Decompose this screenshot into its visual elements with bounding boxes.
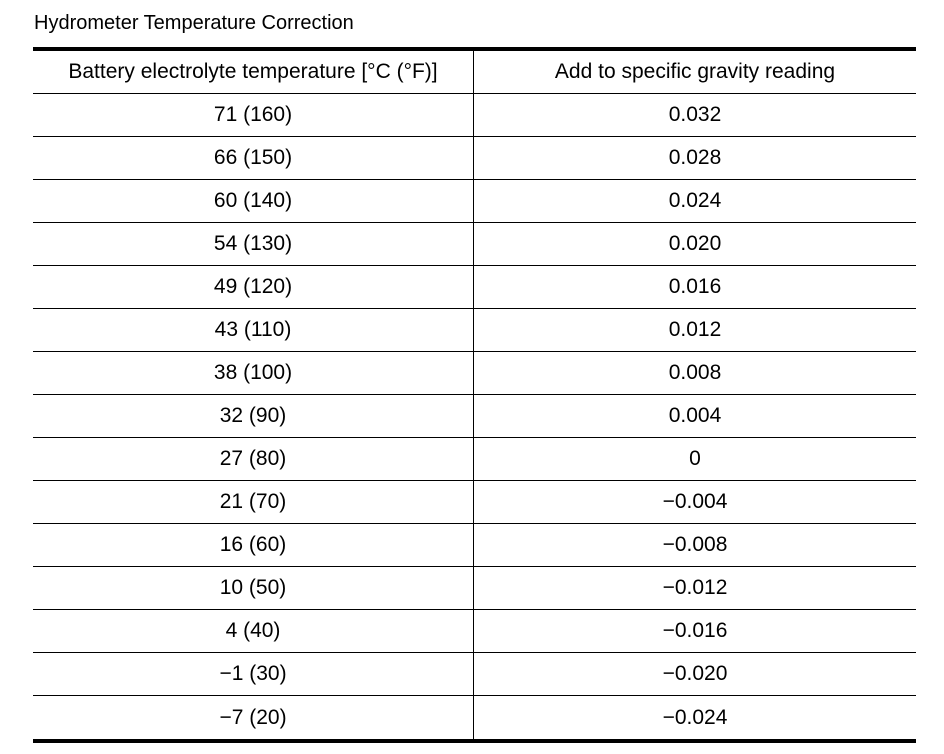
correction-cell: −0.016 <box>662 619 728 642</box>
table-header-row <box>33 51 916 94</box>
correction-cell: −0.004 <box>662 490 728 513</box>
temperature-cell: 10 (50) <box>33 567 474 609</box>
correction-cell: 0.028 <box>668 146 722 169</box>
temperature-cell: 54 (130) <box>33 223 474 265</box>
header-temperature: Battery electrolyte temperature [°C (°F)] <box>33 51 474 93</box>
temperature-cell: 71 (160) <box>33 94 474 136</box>
correction-cell: 0.008 <box>668 361 722 384</box>
temperature-cell: 38 (100) <box>33 352 474 394</box>
correction-cell: 0.020 <box>668 232 722 255</box>
table-row <box>33 481 916 524</box>
correction-cell: 0.012 <box>668 318 722 341</box>
table-caption: Hydrometer Temperature Correction <box>34 12 354 34</box>
table-row <box>33 653 916 696</box>
table-row <box>33 223 916 266</box>
table-row <box>33 524 916 567</box>
table-row <box>33 137 916 180</box>
correction-cell: 0 <box>689 447 701 470</box>
temperature-cell: 16 (60) <box>33 524 474 566</box>
table-row <box>33 438 916 481</box>
correction-cell: 0.032 <box>668 103 722 126</box>
header-correction: Add to specific gravity reading <box>554 60 836 83</box>
correction-cell: −0.012 <box>662 576 728 599</box>
correction-cell: −0.020 <box>662 662 728 685</box>
correction-cell: 0.016 <box>668 275 722 298</box>
table-row <box>33 395 916 438</box>
table-row <box>33 180 916 223</box>
table-body <box>33 94 916 739</box>
temperature-cell: 4 (40) <box>33 610 474 652</box>
temperature-cell: −7 (20) <box>33 696 474 739</box>
correction-cell: 0.024 <box>668 189 722 212</box>
table-row <box>33 610 916 653</box>
table-row <box>33 696 916 739</box>
temperature-cell: −1 (30) <box>33 653 474 695</box>
table-row <box>33 567 916 610</box>
table-row <box>33 309 916 352</box>
correction-cell: −0.008 <box>662 533 728 556</box>
table-row <box>33 266 916 309</box>
correction-cell: 0.004 <box>668 404 722 427</box>
temperature-cell: 66 (150) <box>33 137 474 179</box>
temperature-cell: 49 (120) <box>33 266 474 308</box>
table-row <box>33 94 916 137</box>
temperature-cell: 43 (110) <box>33 309 474 351</box>
correction-cell: −0.024 <box>662 705 728 729</box>
temperature-cell: 21 (70) <box>33 481 474 523</box>
temperature-cell: 60 (140) <box>33 180 474 222</box>
temperature-cell: 27 (80) <box>33 438 474 480</box>
table-row <box>33 352 916 395</box>
temperature-cell: 32 (90) <box>33 395 474 437</box>
hydrometer-correction-table <box>33 47 916 743</box>
